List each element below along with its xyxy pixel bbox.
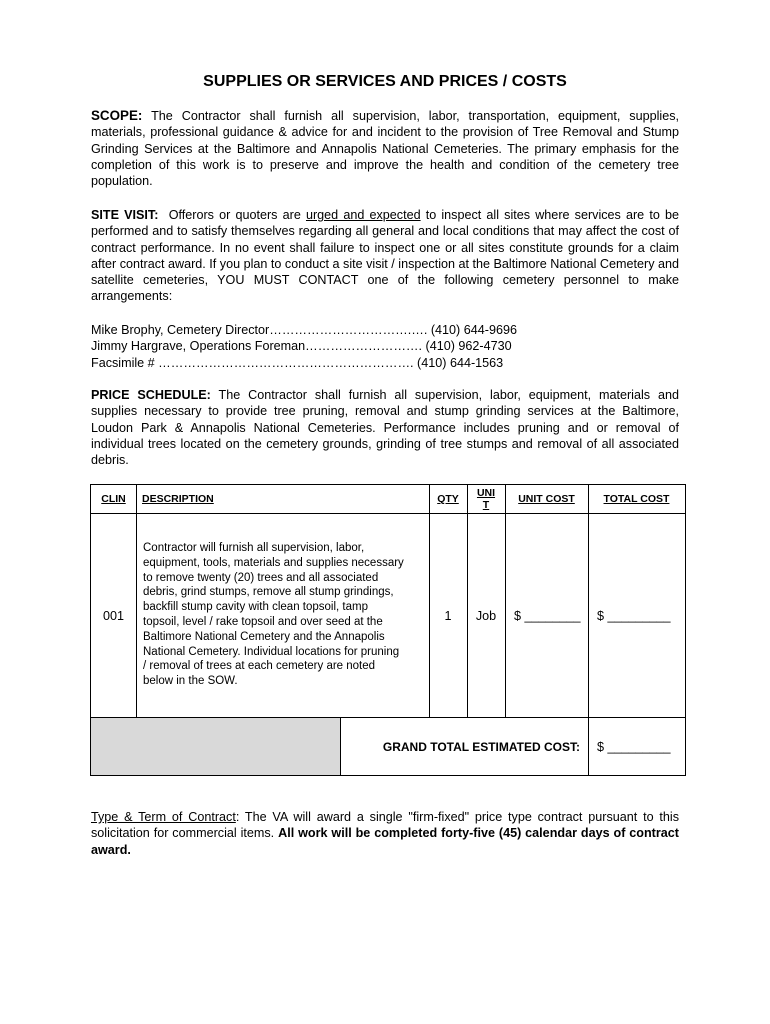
header-clin: CLIN: [101, 493, 126, 505]
shaded-cell: [91, 717, 340, 775]
type-term-bold: All work will be completed forty-five (45) calendar days of contract award.: [91, 826, 679, 857]
col-divider: [588, 485, 589, 775]
site-visit-emphasis: urged and expected: [305, 208, 421, 222]
grand-total-value: $ _________: [597, 740, 671, 754]
site-visit-paragraph: [91, 207, 679, 305]
header-unit-line1: UNI: [476, 487, 496, 499]
type-term-paragraph: [91, 809, 679, 858]
header-unit: [467, 487, 505, 511]
row-total-cost: $ _________: [597, 609, 671, 623]
type-term-label: Type & Term of Contract: [91, 810, 236, 824]
header-unit-line2: T: [482, 499, 490, 511]
page-title: SUPPLIES OR SERVICES AND PRICES / COSTS: [203, 73, 567, 90]
site-visit-pre: Offerors or quoters are: [158, 208, 306, 222]
scope-text: The Contractor shall furnish all supervision, labor, transportation, equipment, supplies, materials, professional guidance & advice for and incident to the provision of Tree Removal and Stump Grinding Services at the Baltimore and Annapolis National Cemeteries. The primary emphasis for the completion of this work is to preserve and improve the health and condition of the cemetery tree population.: [91, 109, 679, 189]
price-schedule-text: The Contractor shall furnish all supervision, labor, equipment, materials and supplies necessary to provide tree pruning, removal and stump grinding services at the Baltimore, Loudon Park & Annapolis National Cemeteries. Performance includes pruning and or removal of individual trees located on the cemetery grounds, grinding of tree stumps and removal of all associated debris.: [91, 388, 679, 468]
col-divider: [505, 485, 506, 717]
contact-foreman: Jimmy Hargrave, Operations Foreman………………………. (410) 962-4730: [91, 339, 512, 354]
scope-paragraph: [91, 108, 679, 189]
contact-director: Mike Brophy, Cemetery Director…………………………….…. (410) 644-9696: [91, 323, 517, 337]
col-divider: [467, 485, 468, 717]
header-description: DESCRIPTION: [142, 493, 214, 505]
row-divider: [91, 717, 685, 718]
row-clin: 001: [102, 609, 124, 623]
price-schedule-paragraph: [91, 387, 679, 468]
contact-facsimile: Facsimile # ……………………………………………………. (410) 644-1563: [91, 355, 504, 370]
type-term-text: : The VA will award a single "firm-fixed" price type contract pursuant to this solicitation for commercial items.: [91, 810, 679, 841]
site-visit-label: SITE VISIT:: [91, 208, 159, 222]
scope-label: SCOPE:: [91, 108, 143, 123]
col-divider: [429, 485, 430, 717]
header-divider: [91, 513, 685, 514]
header-total-cost: TOTAL COST: [603, 493, 670, 505]
row-unit-cost: $ ________: [514, 609, 581, 623]
price-schedule-label: PRICE SCHEDULE:: [91, 388, 211, 402]
contact-list: [91, 322, 679, 371]
header-qty: QTY: [437, 493, 459, 505]
price-table: [90, 484, 686, 776]
row-unit: Job: [475, 609, 497, 623]
site-visit-text: to inspect all sites where services are to be performed and to satisfy themselves regarding all general and local conditions that may affect the cost of contract performance. In no event shall failure to inspect one or all sites constitute grounds for a claim after contract award. If you plan to conduct a site visit / inspection at the Baltimore National Cemetery and satellite cemeteries, YOU MUST CONTACT one of the following cemetery personnel to make arrangements:: [91, 208, 680, 304]
row-qty: 1: [444, 609, 452, 623]
col-divider: [136, 485, 137, 717]
header-unit-cost: UNIT COST: [518, 493, 575, 505]
row-description: Contractor will furnish all supervision, labor, equipment, tools, materials and supplies necessary to remove twenty (20) trees and all associated debris, grind stumps, remove all stump grindings, backfill stump cavity with clean topsoil, tamp topsoil, level / rake topsoil and over seed at the Baltimore National Cemetery and the Annapolis National Cemetery. Individual locations for pruning / removal of trees at each cemetery are noted below in the SOW.: [143, 542, 404, 688]
grand-total-label: GRAND TOTAL ESTIMATED COST:: [382, 740, 580, 754]
